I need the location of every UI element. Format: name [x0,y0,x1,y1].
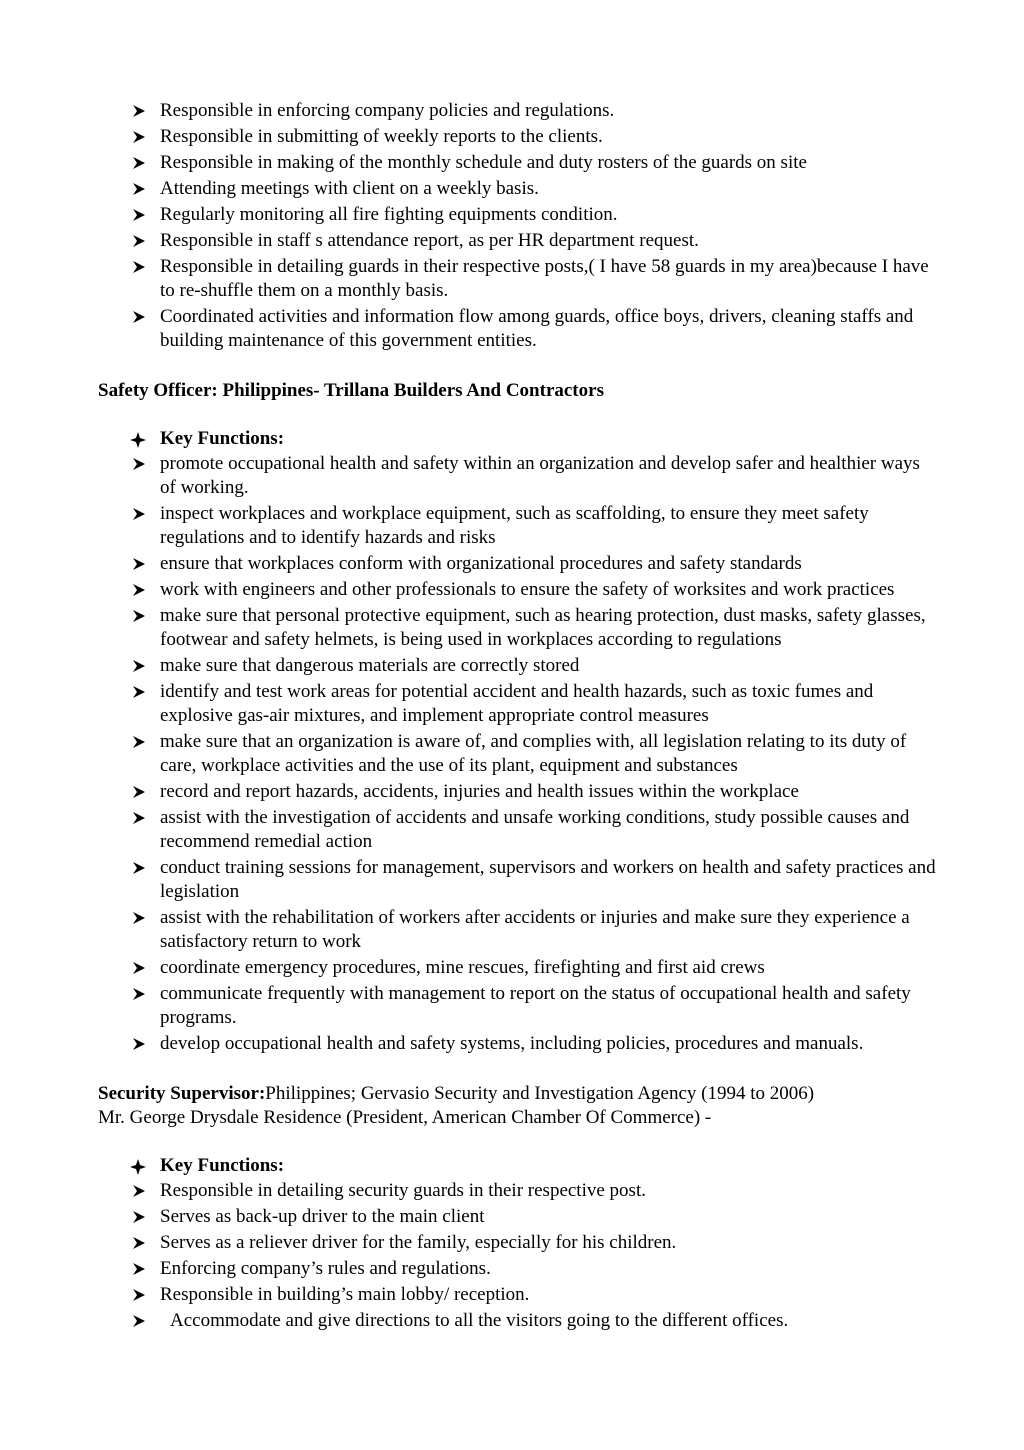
arrow-bullet-icon [132,578,154,597]
arrow-bullet-icon [132,229,154,248]
list-item-text: Responsible in detailing guards in their respective posts,( I have 58 guards in my area)because I have to re-shuffle them on a monthly basis. [160,256,929,301]
arrow-bullet-icon [132,806,154,825]
arrow-bullet-icon [132,1283,154,1302]
section-heading-security-supervisor [98,1082,938,1106]
arrow-bullet-icon [132,1032,154,1051]
arrow-bullet-icon [132,856,154,875]
list-item [160,730,938,778]
list-item [160,203,938,227]
list-item-text: Serves as back-up driver to the main client [160,1206,485,1227]
list-item-text: inspect workplaces and workplace equipment, such as scaffolding, to ensure they meet safety regulations and to identify hazards and risks [160,503,869,548]
list-item [160,502,938,550]
list-item-text: Serves as a reliever driver for the family, especially for his children. [160,1232,677,1253]
list-item-text: work with engineers and other professionals to ensure the safety of worksites and work practices [160,579,895,600]
list-item [160,806,938,854]
arrow-bullet-icon [132,125,154,144]
section2-list [98,452,938,1056]
list-item-text: Attending meetings with client on a weekly basis. [160,178,539,199]
list-item-text: Responsible in submitting of weekly reports to the clients. [160,126,603,147]
list-item [160,229,938,253]
list-item-text: develop occupational health and safety systems, including policies, procedures and manuals. [160,1033,864,1054]
document-page [98,99,938,1335]
list-item-text: Coordinated activities and information flow among guards, office boys, drivers, cleaning staffs and building maintenance of this government entities. [160,306,914,351]
arrow-bullet-icon [132,502,154,521]
list-item [160,982,938,1030]
list-item [160,604,938,652]
list-item-text: identify and test work areas for potential accident and health hazards, such as toxic fumes and explosive gas-air mixtures, and implement appropriate control measures [160,681,874,726]
diamond-bullet-icon [130,427,146,448]
list-item-text: make sure that dangerous materials are correctly stored [160,655,580,676]
list-item-text: coordinate emergency procedures, mine rescues, firefighting and first aid crews [160,957,765,978]
arrow-bullet-icon [132,1205,154,1224]
list-item-text: Responsible in detailing security guards in their respective post. [160,1180,646,1201]
arrow-bullet-icon [132,99,154,118]
section-heading-safety-officer: Safety Officer: Philippines- Trillana Builders And Contractors [98,380,604,401]
list-item [160,578,938,602]
list-item-text: make sure that an organization is aware of, and complies with, all legislation relating to its duty of care, workplace activities and the use of its plant, equipment and substances [160,731,907,776]
arrow-bullet-icon [132,956,154,975]
list-item-text: ensure that workplaces conform with organizational procedures and safety standards [160,553,802,574]
arrow-bullet-icon [132,1309,154,1328]
heading-role: Security Supervisor: [98,1083,266,1104]
arrow-bullet-icon [132,604,154,623]
list-item [160,177,938,201]
list-item [160,452,938,500]
arrow-bullet-icon [132,452,154,471]
arrow-bullet-icon [132,680,154,699]
list-item-text: Responsible in enforcing company policies and regulations. [160,100,615,121]
key-functions-label [98,427,938,451]
list-item-text: Enforcing company’s rules and regulations. [160,1258,491,1279]
arrow-bullet-icon [132,203,154,222]
list-item [160,1231,938,1255]
list-item [160,856,938,904]
list-item-text: conduct training sessions for management, supervisors and workers on health and safety practices and legislation [160,857,936,902]
list-item [160,255,938,303]
list-item-text: assist with the investigation of accidents and unsafe working conditions, study possible causes and recommend remedial action [160,807,910,852]
arrow-bullet-icon [132,730,154,749]
arrow-bullet-icon [132,552,154,571]
list-item-text: communicate frequently with management to report on the status of occupational health and safety programs. [160,983,911,1028]
list-item-text: promote occupational health and safety within an organization and develop safer and healthier ways of working. [160,453,920,498]
arrow-bullet-icon [132,982,154,1001]
list-item-text: Responsible in staff s attendance report, as per HR department request. [160,230,699,251]
list-item [160,1257,938,1281]
key-functions-label [98,1154,938,1178]
heading-employer: Philippines; Gervasio Security and Investigation Agency (1994 to 2006) [265,1083,815,1104]
arrow-bullet-icon [132,255,154,274]
section3-list [98,1179,938,1333]
arrow-bullet-icon [132,654,154,673]
list-item-text: make sure that personal protective equipment, such as hearing protection, dust masks, safety glasses, footwear and safety helmets, is being used in workplaces according to regulations [160,605,926,650]
list-item-text: assist with the rehabilitation of workers after accidents or injuries and make sure they experience a satisfactory return to work [160,907,910,952]
arrow-bullet-icon [132,906,154,925]
arrow-bullet-icon [132,1257,154,1276]
list-item [160,1309,938,1333]
arrow-bullet-icon [132,1231,154,1250]
list-item [160,125,938,149]
list-item-text: Responsible in building’s main lobby/ reception. [160,1284,530,1305]
arrow-bullet-icon [132,1179,154,1198]
list-item-text: Accommodate and give directions to all the visitors going to the different offices. [170,1310,789,1331]
list-item [160,1283,938,1307]
key-functions-text: Key Functions: [160,428,285,449]
list-item [160,305,938,353]
arrow-bullet-icon [132,305,154,324]
section-heading-line2: Mr. George Drysdale Residence (President, American Chamber Of Commerce) - [98,1107,712,1128]
list-item [160,1179,938,1203]
list-item [160,780,938,804]
list-item [160,99,938,123]
list-item [160,1205,938,1229]
arrow-bullet-icon [132,177,154,196]
section1-list [98,99,938,353]
list-item [160,956,938,980]
list-item [160,654,938,678]
list-item-text: Regularly monitoring all fire fighting equipments condition. [160,204,618,225]
arrow-bullet-icon [132,780,154,799]
list-item [160,680,938,728]
key-functions-text: Key Functions: [160,1155,285,1176]
list-item-text: Responsible in making of the monthly schedule and duty rosters of the guards on site [160,152,807,173]
list-item [160,552,938,576]
list-item [160,1032,938,1056]
list-item [160,151,938,175]
list-item-text: record and report hazards, accidents, injuries and health issues within the workplace [160,781,799,802]
list-item [160,906,938,954]
diamond-bullet-icon [130,1154,146,1175]
arrow-bullet-icon [132,151,154,170]
